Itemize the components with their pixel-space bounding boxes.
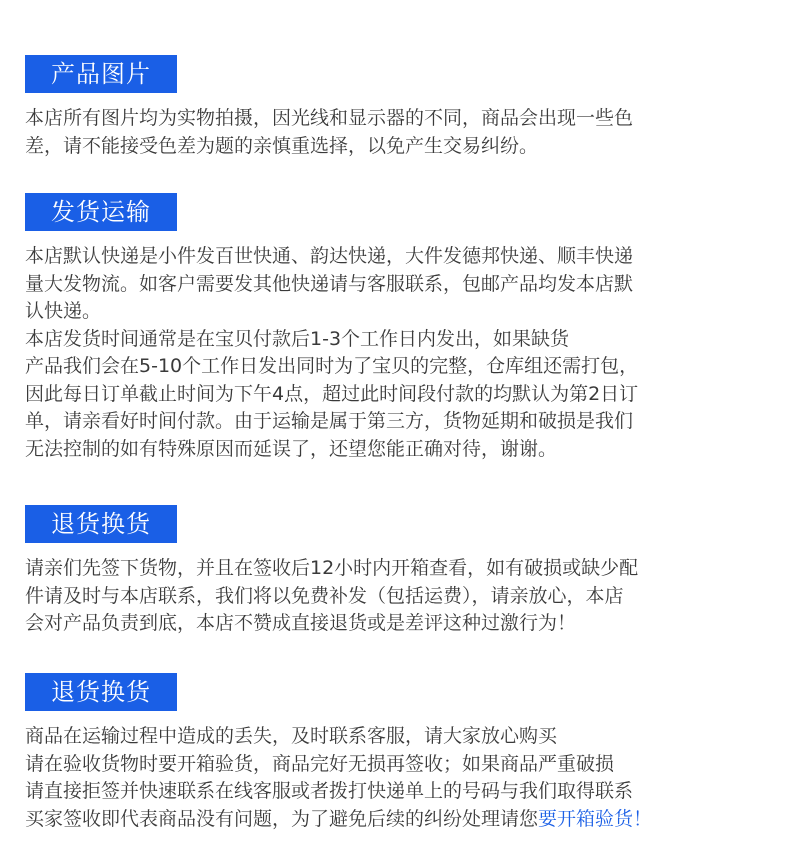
section-returns-2 [25, 673, 765, 833]
section-paragraph [25, 105, 765, 160]
last-line-prefix: 买家签收即代表商品没有问题，为了避免后续的纠纷处理请您 [25, 807, 539, 830]
section-title-badge: 退货换货 [25, 673, 177, 711]
paragraph-line: 请直接拒签并快速联系在线客服或者拨打快递单上的号码与我们取得联系 [25, 780, 634, 802]
section-returns [25, 505, 765, 638]
paragraph-line-last [25, 806, 765, 834]
paragraph-line: 件请及时与本店联系，我们将以免费补发（包括运费），请亲放心，本店 [25, 584, 624, 607]
paragraph-line: 请在验收货物时要开箱验货，商品完好无损再签收；如果商品严重破损 [25, 752, 615, 775]
section-title-badge: 退货换货 [25, 505, 177, 543]
paragraph-line: 认快递。 [25, 300, 102, 322]
paragraph-line: 量大发物流。如客户需要发其他快递请与客服联系，包邮产品均发本店默 [25, 272, 634, 295]
paragraph-line: 本店所有图片均为实物拍摄，因光线和显示器的不同，商品会出现一些色 [25, 107, 634, 129]
section-title-badge: 产品图片 [25, 55, 177, 93]
paragraph-line: 会对产品负责到底，本店不赞成直接退货或是差评这种过激行为！ [25, 612, 577, 634]
highlight-open-box-inspection: 要开箱验货！ [538, 807, 653, 830]
paragraph-line: 单，请亲看好时间付款。由于运输是属于第三方，货物延期和破损是我们 [25, 410, 634, 432]
paragraph-line: 本店发货时间通常是在宝贝付款后1-3个工作日内发出，如果缺货 [25, 327, 570, 350]
paragraph-line: 本店默认快递是小件发百世快通、韵达快递，大件发德邦快递、顺丰快递 [25, 245, 634, 267]
paragraph-line: 产品我们会在5-10个工作日发出同时为了宝贝的完整，仓库组还需打包， [25, 355, 639, 377]
paragraph-line: 差，请不能接受色差为题的亲慎重选择，以免产生交易纠纷。 [25, 134, 539, 157]
section-paragraph [25, 243, 765, 463]
section-paragraph [25, 555, 765, 638]
section-paragraph [25, 723, 765, 833]
section-product-images [25, 55, 765, 160]
paragraph-line: 请亲们先签下货物，并且在签收后12小时内开箱查看，如有破损或缺少配 [25, 557, 639, 579]
section-shipping [25, 193, 765, 463]
paragraph-line: 因此每日订单截止时间为下午4点，超过此时间段付款的均默认为第2日订 [25, 382, 639, 405]
section-title-badge: 发货运输 [25, 193, 177, 231]
paragraph-line: 无法控制的如有特殊原因而延误了，还望您能正确对待，谢谢。 [25, 437, 558, 460]
paragraph-line: 商品在运输过程中造成的丢失，及时联系客服，请大家放心购买 [25, 725, 558, 747]
